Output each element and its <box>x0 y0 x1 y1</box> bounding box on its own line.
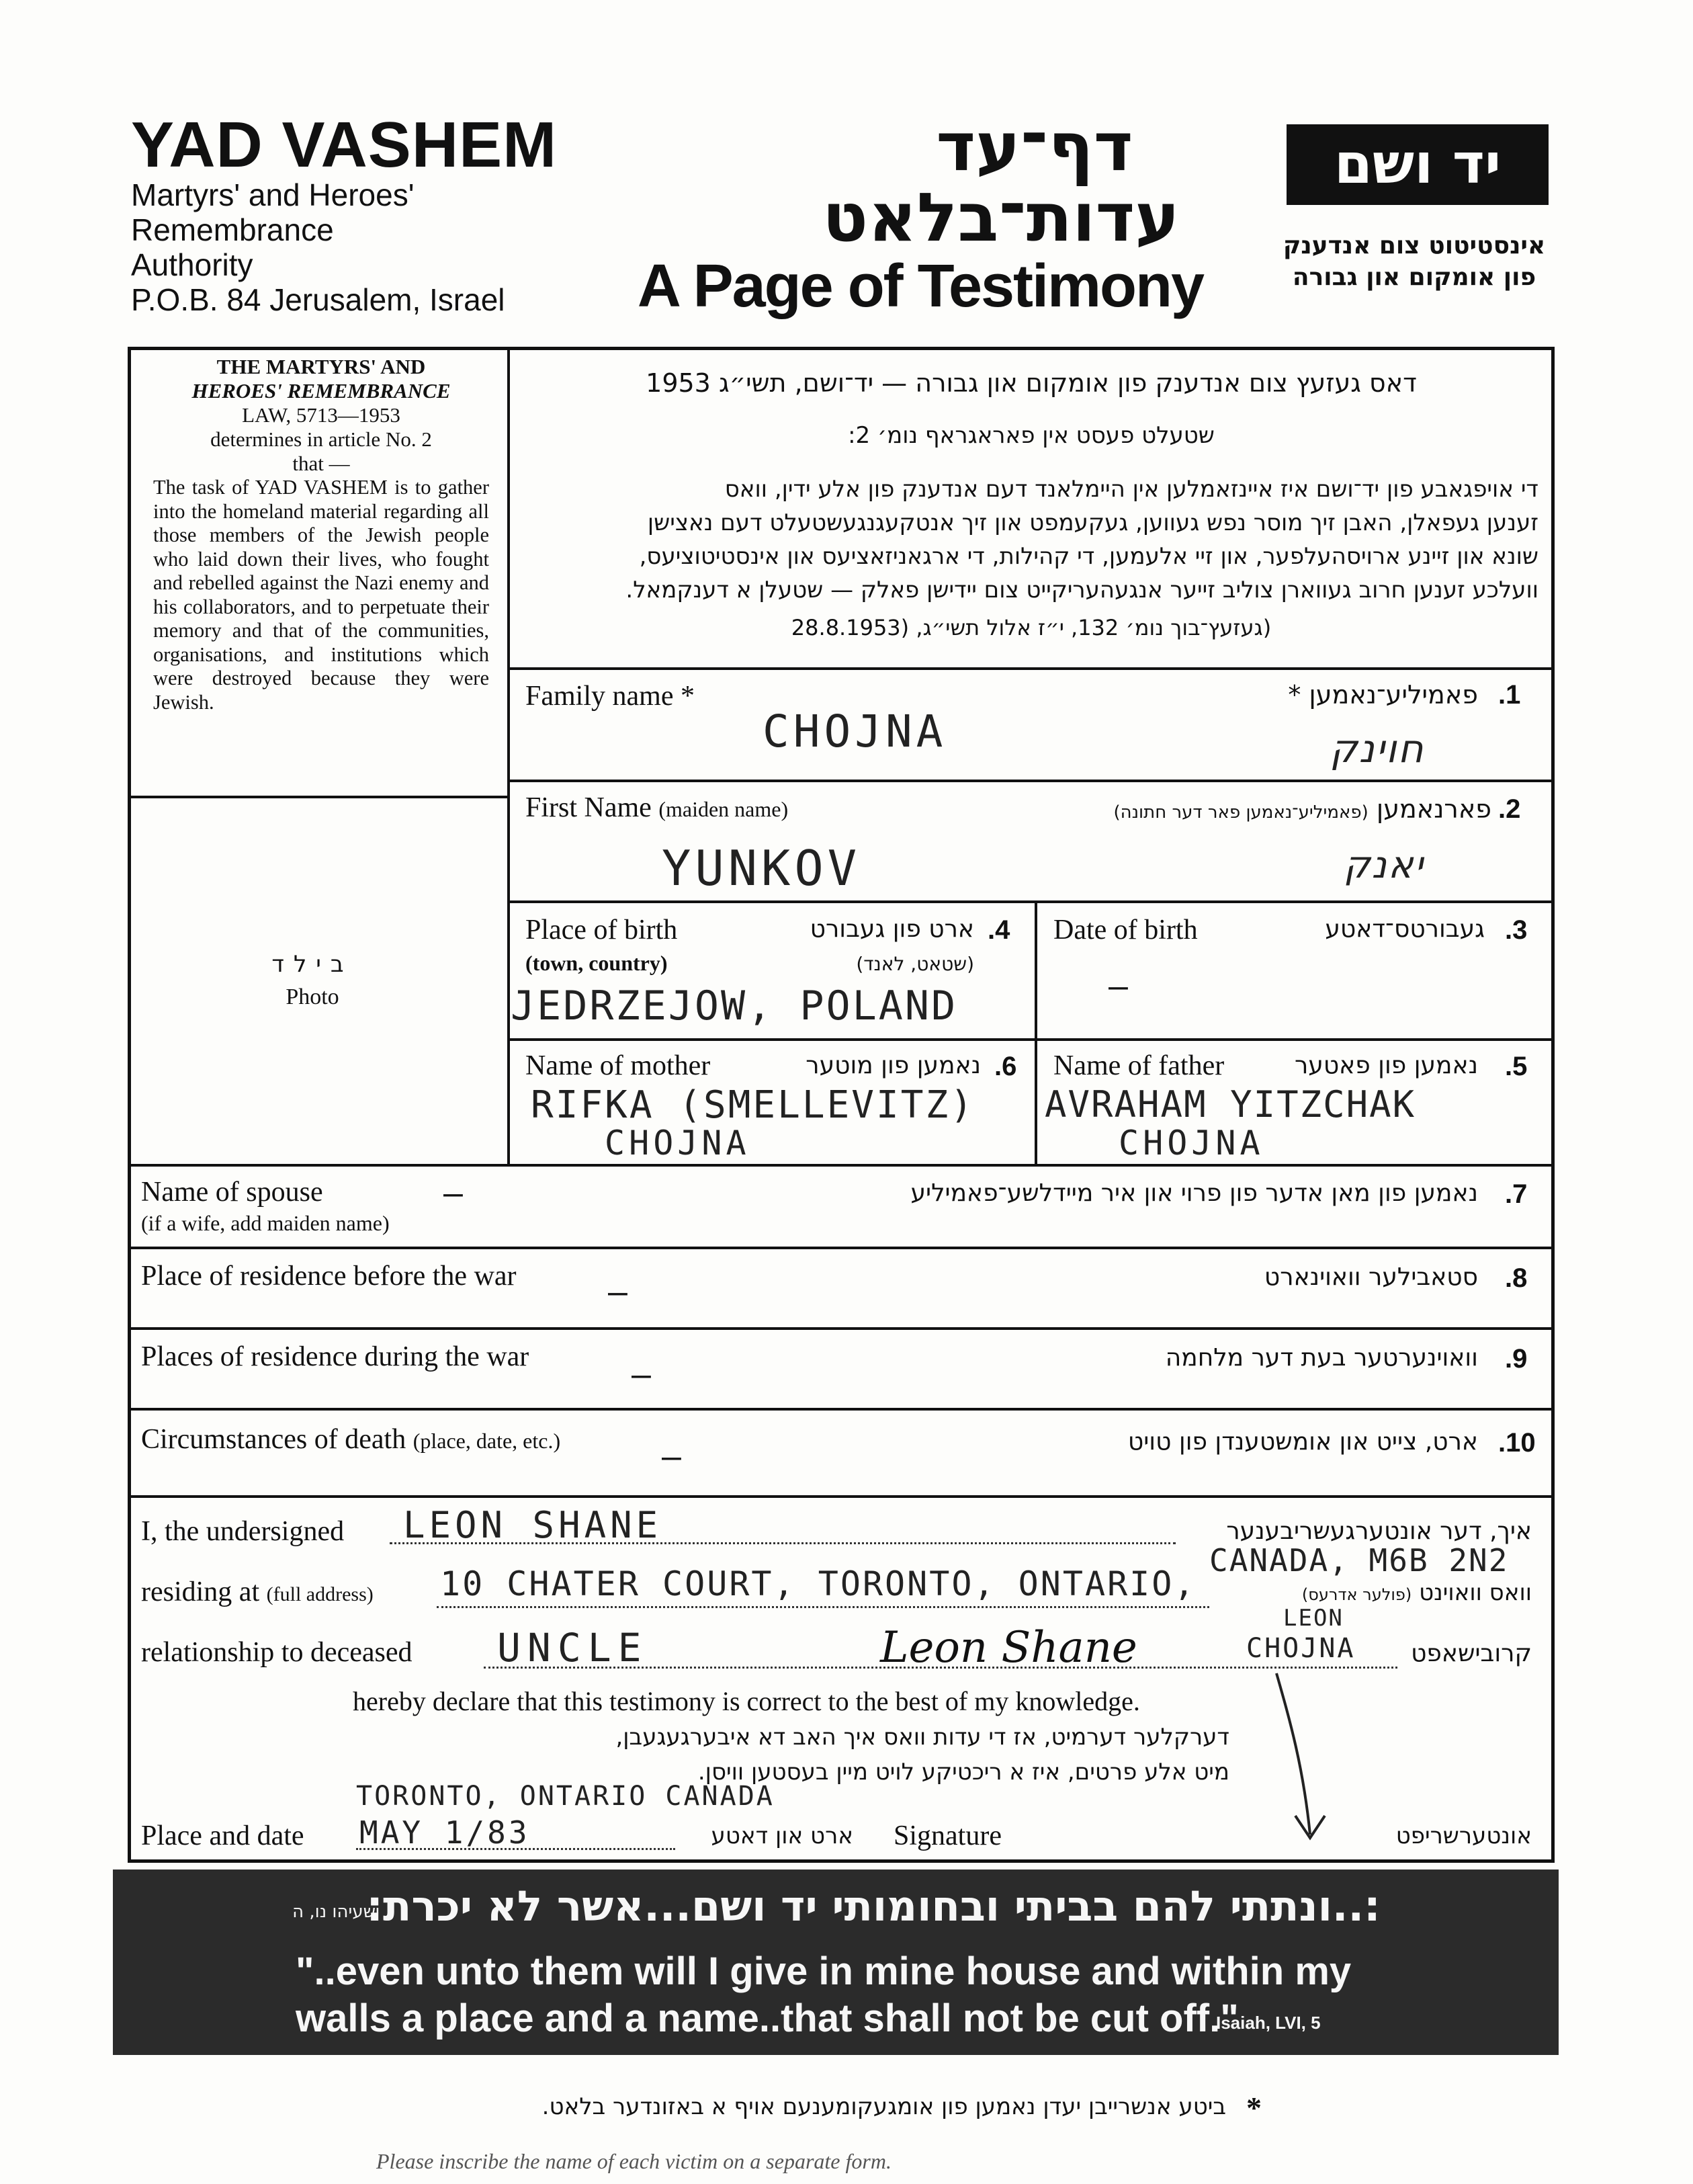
residing-label-yiddish <box>1216 1579 1532 1606</box>
relationship-value[interactable]: UNCLE <box>497 1625 648 1671</box>
org-name: YAD VASHEM <box>131 109 558 181</box>
place-of-birth-label: Place of birth <box>525 915 678 946</box>
first-name-label <box>525 792 788 824</box>
banner-english-ref: Isaiah, LVI, 5 <box>1216 2013 1321 2033</box>
divider-res-before <box>128 1327 1555 1330</box>
divider-spouse <box>128 1247 1555 1249</box>
law-title-2: HEROES' REMEMBRANCE <box>191 379 451 403</box>
family-name-value-yiddish[interactable]: חוינק <box>1330 726 1425 771</box>
first-name-label-yiddish-small: (פאמיליע־נאמען פאר דער חתונה) <box>1113 802 1369 823</box>
place-handwritten[interactable]: TORONTO, ONTARIO CANADA <box>356 1781 775 1812</box>
spouse-label-yiddish: נאמען פון מאן אדער פון פרוי און איר מיידלשע־פאמיליע <box>910 1179 1478 1207</box>
family-name-value[interactable]: CHOJNA <box>763 706 947 757</box>
address-extra-value[interactable]: CANADA, M6B 2N2 <box>1209 1542 1509 1579</box>
spouse-value[interactable]: — <box>443 1175 463 1212</box>
residing-label-yiddish-main: וואס וואוינט <box>1419 1579 1532 1606</box>
death-label-main: Circumstances of death <box>141 1424 406 1455</box>
place-of-birth-value[interactable]: JEDRZEJOW, POLAND <box>511 982 958 1030</box>
field-number-6: .6 <box>994 1052 1017 1081</box>
father-label: Name of father <box>1053 1050 1225 1081</box>
law-box <box>153 355 489 714</box>
death-label-yiddish: ארט, צייט און אומשטענדן פון טויט <box>1127 1428 1478 1456</box>
banner-english-1: "..even unto them will I give in mine house and within my <box>296 1949 1352 1993</box>
divider-death <box>128 1495 1555 1498</box>
law-body: The task of YAD VASHEM is to gather into the homeland material regarding all those members of the Jewish people who laid down their lives, who fought and rebelled against the Nazi enemy and his collaborators, and to perpetuate their memory and that of the communities, organisations, and institutions which were destroyed because they were Jewish. <box>153 476 489 714</box>
signature-label-yiddish: אונטערשריפט <box>1395 1822 1532 1849</box>
divider-res-during <box>128 1408 1555 1411</box>
divider-birth <box>507 1038 1555 1041</box>
org-line-1: Martyrs' and Heroes' <box>131 177 415 212</box>
footnote-star: * <box>1246 2091 1262 2125</box>
residence-during-value[interactable]: — <box>632 1356 651 1394</box>
death-value[interactable]: — <box>662 1438 681 1476</box>
father-value-1[interactable]: AVRAHAM YITZCHAK <box>1045 1083 1416 1126</box>
yiddish-law-line-1: דאס געזעץ צום אנדענק פון אומקום און גבורה — יד־ושם, תשי״ג 1953 <box>646 368 1417 398</box>
yiddish-declaration-1: דערקלער דערמיט, אז די עדות וואס איך האב דא איבערגעגעבן, <box>615 1724 1229 1751</box>
mother-label: Name of mother <box>525 1050 711 1081</box>
field-number-3: .3 <box>1505 915 1528 945</box>
place-date-label-yiddish: ארט און דאטע <box>711 1822 853 1849</box>
law-title-3: LAW, 5713—1953 <box>242 403 400 427</box>
yiddish-law-line-7: (געזעץ־בוך נומ׳ 132, י״ז אלול תשי״ג, (28.8.1953 <box>791 615 1272 640</box>
signature-extra-1: LEON <box>1283 1605 1344 1632</box>
residence-before-label: Place of residence before the war <box>141 1261 517 1292</box>
divider-family-name <box>507 780 1555 782</box>
org-block <box>131 109 574 317</box>
org-line-2: Remembrance <box>131 212 334 247</box>
signature-handwritten: Leon Shane <box>880 1623 1137 1673</box>
field-number-5: .5 <box>1505 1052 1528 1081</box>
field-number-7: .7 <box>1505 1179 1528 1209</box>
relationship-label-yiddish: קרובישאפט <box>1411 1640 1532 1667</box>
banner-hebrew-ref: ישעיהו נו, ה <box>292 1902 380 1922</box>
place-of-birth-label-yiddish: ארט פון געבורט <box>810 915 974 943</box>
logo-caption-1: אינסטיטוט צום אנדענק <box>1283 232 1546 259</box>
place-date-label: Place and date <box>141 1820 304 1851</box>
place-of-birth-sub-yiddish: (שטאט, לאנד) <box>856 953 974 975</box>
first-name-value-yiddish[interactable]: יאנק <box>1343 843 1425 887</box>
residence-before-value[interactable]: — <box>608 1273 627 1311</box>
residing-label <box>141 1576 374 1608</box>
birth-divider <box>1035 900 1037 1164</box>
footnote-english: Please inscribe the name of each victim on a separate form. <box>376 2149 892 2173</box>
field-number-9: .9 <box>1505 1344 1528 1374</box>
yiddish-law-line-6: וועלכע זענען חרוב געווארן צוליב זייער אנגעהעריקייט צום יידישן פאלק — שטעלן א דענקמאל. <box>625 577 1538 603</box>
title-yiddish-1: דף־עד <box>936 108 1133 186</box>
death-label-sub: (place, date, etc.) <box>413 1429 561 1453</box>
divider-parents <box>128 1164 1555 1167</box>
residence-before-label-yiddish: סטאבילער וואוינארט <box>1264 1263 1478 1291</box>
first-name-value[interactable]: YUNKOV <box>662 840 861 896</box>
logo-text: יד ושם <box>1334 132 1502 196</box>
footnote-yiddish: ביטע אנשרייבן יעדן נאמען פון אומגעקומענעם אויף א באזונדער בלאט. <box>541 2093 1226 2120</box>
residence-during-label: Places of residence during the war <box>141 1341 529 1372</box>
field-number-10: .10 <box>1498 1428 1536 1458</box>
mother-value-1[interactable]: RIFKA (SMELLEVITZ) <box>531 1083 975 1127</box>
law-line-1: determines in article No. 2 <box>210 427 432 451</box>
org-address: P.O.B. 84 Jerusalem, Israel <box>131 282 505 317</box>
residence-during-label-yiddish: וואוינערטער בעת דער מלחמה <box>1165 1344 1478 1372</box>
divider-first-name <box>507 900 1555 903</box>
field-number-8: .8 <box>1505 1263 1528 1293</box>
residing-label-small: (full address) <box>266 1583 374 1605</box>
address-value[interactable]: 10 CHATER COURT, TORONTO, ONTARIO, <box>440 1564 1197 1603</box>
residing-line <box>437 1606 1209 1608</box>
logo-caption-2: פון אומקום און גבורה <box>1292 263 1536 291</box>
hereby-declaration: hereby declare that this testimony is correct to the best of my knowledge. <box>353 1686 1140 1716</box>
divider-law-text <box>507 667 1555 670</box>
undersigned-label: I, the undersigned <box>141 1516 345 1547</box>
yiddish-law-line-5: שונא און זיינע ארויסהעלפער, און זיי אלעמען, די קהילות, די ארגאניזאציעס און אינסטיטוציעס, <box>639 543 1538 570</box>
mother-value-2[interactable]: CHOJNA <box>605 1124 750 1163</box>
signature-extra-2: CHOJNA <box>1246 1633 1356 1664</box>
law-line-2: that — <box>292 452 350 475</box>
father-value-2[interactable]: CHOJNA <box>1119 1124 1264 1163</box>
title-english: A Page of Testimony <box>637 253 1204 320</box>
residing-label-yiddish-small: (פולער אדרעס) <box>1301 1585 1412 1604</box>
banner-english-2: walls a place and a name..that shall not be cut off." <box>296 1997 1239 2040</box>
mother-label-yiddish: נאמען פון מוטער <box>806 1052 981 1079</box>
photo-label-yiddish: בילד <box>271 951 353 978</box>
signature-label: Signature <box>894 1820 1002 1851</box>
first-name-label-small: (maiden name) <box>658 797 789 821</box>
field-number-2: .2 <box>1498 794 1521 824</box>
field-number-1: .1 <box>1498 680 1521 710</box>
banner-hebrew: :..ונתתי להם בביתי ובחומותי יד ושם...אשר לא יכרת: <box>366 1882 1381 1931</box>
undersigned-label-yiddish: איך, דער אונטערגעשריבענער <box>1226 1517 1532 1545</box>
first-name-label-yiddish-main: פארנאמען <box>1376 794 1491 824</box>
residing-label-main: residing at <box>141 1577 260 1607</box>
undersigned-value[interactable]: LEON SHANE <box>403 1504 662 1546</box>
left-column-divider <box>507 347 510 1164</box>
date-of-birth-value[interactable]: — <box>1109 968 1128 1005</box>
date-of-birth-label: Date of birth <box>1053 915 1198 946</box>
title-yiddish-2: עדות־בלאט <box>822 178 1180 257</box>
family-name-label: Family name * <box>525 681 695 712</box>
first-name-label-main: First Name <box>525 792 652 823</box>
yiddish-law-line-4: זענען געפאלן, האבן זיך מוסר נפש געווען, געקעמפט און זיך אנטקעגנגעשטעלט דעם נאצישן <box>647 509 1538 536</box>
spouse-sub: (if a wife, add maiden name) <box>141 1211 390 1235</box>
family-name-label-yiddish: פאמיליע־נאמען * <box>1288 680 1478 710</box>
date-of-birth-label-yiddish: געבורטס־דאטע <box>1325 915 1485 943</box>
field-number-4: .4 <box>988 915 1010 945</box>
first-name-label-yiddish <box>967 794 1491 824</box>
org-line-3: Authority <box>131 247 253 282</box>
place-date-value[interactable]: MAY 1/83 <box>359 1814 530 1851</box>
yiddish-law-line-3: די אויפגאבע פון יד־ושם איז איינזאמלען אין היימלאנד דעם אנדענק פון אלע ידין, וואס <box>724 476 1538 503</box>
father-label-yiddish: נאמען פון פאטער <box>1294 1052 1478 1079</box>
yad-vashem-logo <box>1287 124 1549 205</box>
relationship-label: relationship to deceased <box>141 1637 413 1668</box>
photo-label: Photo <box>286 984 339 1009</box>
law-title-1: THE MARTYRS' AND <box>216 355 426 378</box>
place-of-birth-sub: (town, country) <box>525 951 668 975</box>
yiddish-declaration-2: מיט אלע פרטים, איז א ריכטיקע לויט מיין בעסטען וויסן. <box>697 1759 1229 1786</box>
spouse-label: Name of spouse <box>141 1177 323 1208</box>
arrow-icon <box>1263 1667 1344 1855</box>
law-box-divider <box>128 796 509 798</box>
death-label <box>141 1423 560 1456</box>
yiddish-law-line-2: שטעלט פעסט אין פאראגראף נומ׳ 2: <box>848 422 1215 449</box>
